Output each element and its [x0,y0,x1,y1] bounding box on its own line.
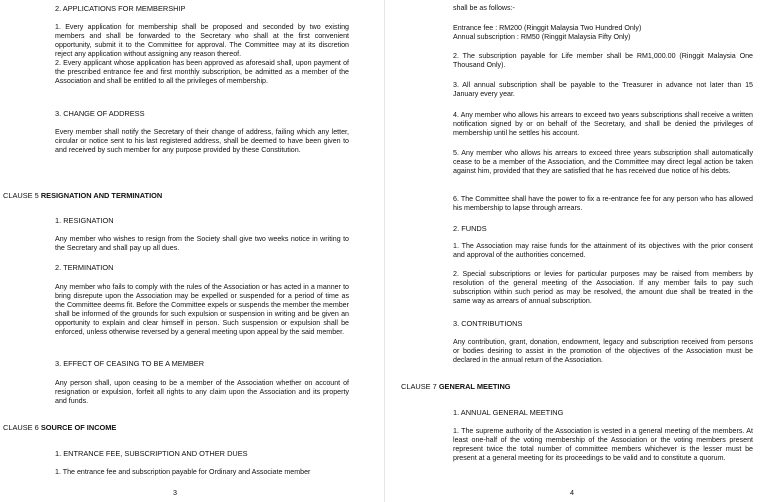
paragraph-funds-2: 2. Special subscriptions or levies for particular purposes may be raised from members by resolution of the general meeting of the Association. If any member fails to pay such subscription within such period as may be resolved, the amount due shall be treated in the same way as arrears of annual subscription. [453,270,753,305]
heading-effect-of-ceasing: 3. EFFECT OF CEASING TO BE A MEMBER [55,359,205,368]
paragraph-change-of-address: Every member shall notify the Secretary of their change of address, failing which any letter, circular or notice sent to his last registered address, shall be deemed to have been given to and received by such member for any purpose provided by these Constitution. [55,128,349,154]
clause-5-title: RESIGNATION AND TERMINATION [40,191,163,200]
paragraph-termination: Any member who fails to comply with the rules of the Association or has acted in a manner to bring disrepute upon the Association may be expelled or suspended for a period of time as the Committee deems fit. Before the Committee expels or suspends the member the member shall be informed of the grounds for such expulsion or suspension in writing and be given an opportunity to explain and clear himself in person. Such suspension or expulsion shall be enforced, unless otherwise reversed by a general meeting upon appeal by the said member. [55,283,349,336]
clause-6-number: CLAUSE 6 [3,423,39,432]
heading-resignation: 1. RESIGNATION [55,216,114,225]
paragraph-arrears-two-years: 4. Any member who allows his arrears to exceed two years subscriptions shall receive a written notification signed by or on behalf of the Secretary, and shall be denied the privileges of membership until he settles his account. [453,111,753,137]
heading-funds: 2. FUNDS [453,224,487,233]
page-number: 4 [570,488,574,497]
clause-6-heading [3,423,116,432]
paragraph-agm: 1. The supreme authority of the Association is vested in a general meeting of the members. At least one-half of the voting membership of the Association or the voting members present represent twice the total number of committee members whichever is the lesser must be present at a general meeting for its proceedings to be valid and to constitute a quorum. [453,427,753,462]
page-number: 3 [173,488,177,497]
heading-contributions: 3. CONTRIBUTIONS [453,319,523,328]
paragraph-annual-payable: 3. All annual subscription shall be payable to the Treasurer in advance not later than 15 January every year. [453,81,753,98]
clause-5-heading [3,191,162,200]
paragraph-effect-of-ceasing: Any person shall, upon ceasing to be a member of the Association whether on account of resignation or expulsion, forfeit all rights to any claim upon the Association and its property and funds. [55,379,349,405]
heading-applications-for-membership: 2. APPLICATIONS FOR MEMBERSHIP [55,4,186,13]
paragraph-life-member: 2. The subscription payable for Life member shall be RM1,000.00 (Ringgit Malaysia One Thousand Only). [453,52,753,69]
paragraph-funds-1: 1. The Association may raise funds for the attainment of its objectives with the prior consent and approval of the authorities concerned. [453,242,753,259]
paragraph-contributions: Any contribution, grant, donation, endowment, legacy and subscription received from persons or bodies desiring to assist in the promotion of the objectives of the Association must be declared in the annual return of the Association. [453,338,753,364]
heading-termination: 2. TERMINATION [55,263,114,272]
clause-7-number: CLAUSE 7 [401,382,437,391]
line-entrance-fee: Entrance fee : RM200 (Ringgit Malaysia Two Hundred Only) [453,24,642,32]
paragraph-resignation: Any member who wishes to resign from the Society shall give two weeks notice in writing to the Secretary and shall pay up all dues. [55,235,349,252]
paragraph-arrears-three-years: 5. Any member who allows his arrears to exceed three years subscription shall automatically cease to be a member of the Association, and the Committee may direct legal action be taken against him, provided that they are satisfied that he has received due notice of his debts. [453,149,753,175]
line-annual-subscription: Annual subscription : RM50 (Ringgit Malaysia Fifty Only) [453,33,631,41]
page-4 [384,0,768,502]
heading-change-of-address: 3. CHANGE OF ADDRESS [55,109,145,118]
heading-entrance-fee-subscription: 1. ENTRANCE FEE, SUBSCRIPTION AND OTHER DUES [55,449,248,458]
clause-7-title: GENERAL MEETING [438,382,511,391]
paragraph-application-2: 2. Every applicant whose application has been approved as aforesaid shall, upon payment of the prescribed entrance fee and first monthly subscription, be admitted as a member of the Association and shall be entitled to all the privileges of membership. [55,59,349,85]
paragraph-application-1: 1. Every application for membership shall be proposed and seconded by two existing members and shall be forwarded to the Secretary who shall at the first convenient opportunity, submit it to the Committee for approval. The Committee may at its discretion reject any application without assigning any reason thereof. [55,23,349,58]
clause-5-number: CLAUSE 5 [3,191,39,200]
paragraph-entrance-fee: 1. The entrance fee and subscription payable for Ordinary and Associate member [55,468,311,476]
heading-annual-general-meeting: 1. ANNUAL GENERAL MEETING [453,408,564,417]
paragraph-shall-be-as-follows: shall be as follows:- [453,4,515,12]
clause-7-heading [401,382,511,391]
paragraph-re-entrance-fee: 6. The Committee shall have the power to fix a re-entrance fee for any person who has allowed his membership to lapse through arrears. [453,195,753,212]
clause-6-title: SOURCE OF INCOME [40,423,117,432]
